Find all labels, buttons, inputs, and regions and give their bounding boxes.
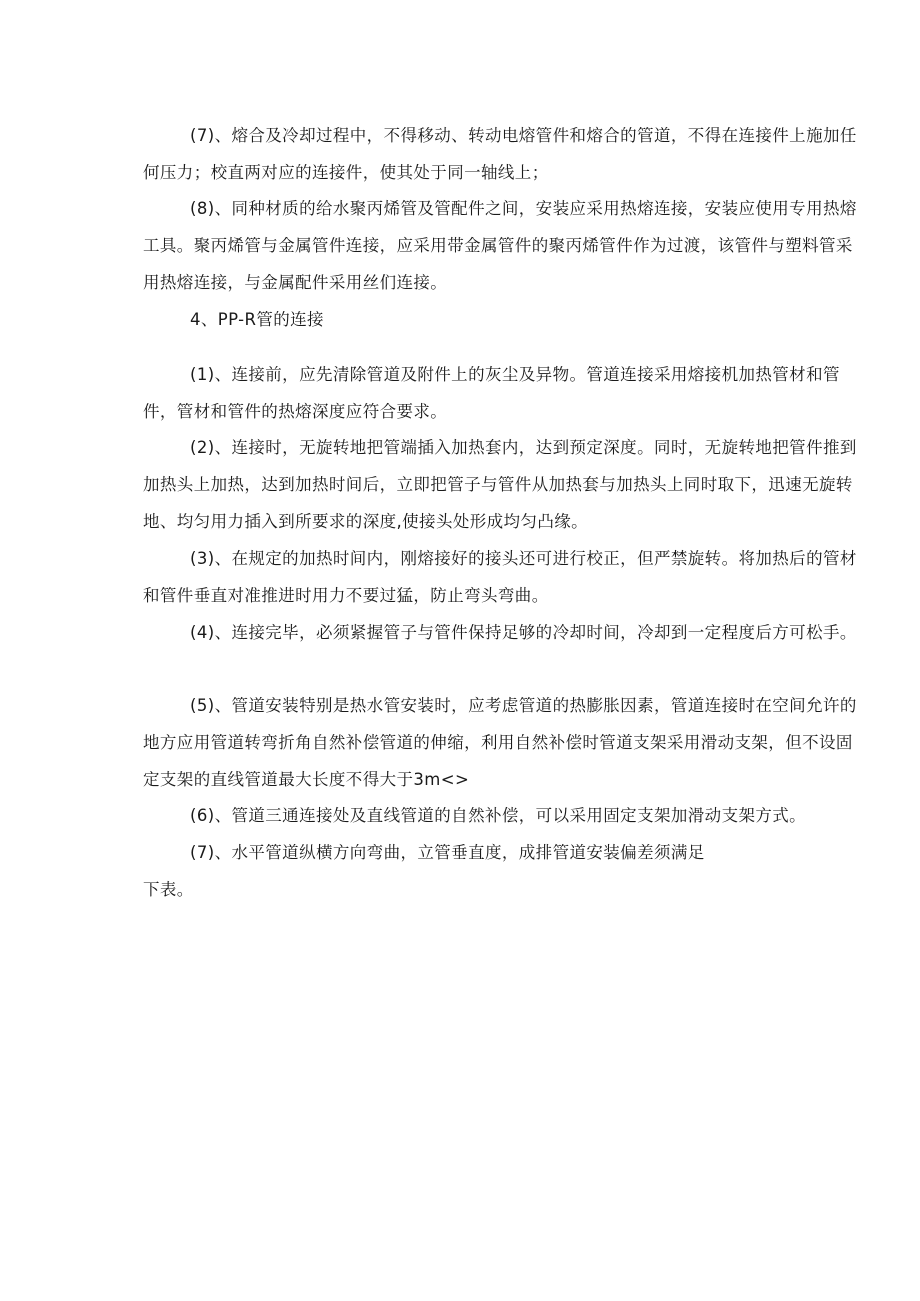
section-heading-ppr-connection: 4、PP-R管的连接 [190,310,324,329]
paragraph-3-correction: (3)、在规定的加热时间内，刚熔接好的接头还可进行校正，但严禁旋转。将加热后的管材和管件垂直对准推进时用力不要过猛，防止弯头弯曲。 [143,549,857,605]
paragraph-8-hot-melt-connection: (8)、同种材质的给水聚丙烯管及管配件之间，安装应采用热熔连接，安装应使用专用热熔工具。聚丙烯管与金属管件连接，应采用带金属管件的聚丙烯管件作为过渡，该管件与塑料管采用热熔连接，与金属配件采用丝们连接。 [143,199,857,292]
paragraph-7-fusion-cooling: (7)、熔合及冷却过程中，不得移动、转动电熔管件和熔合的管道，不得在连接件上施加任何压力；校直两对应的连接件，使其处于同一轴线上； [143,126,857,182]
paragraph-7-tolerance: (7)、水平管道纵横方向弯曲，立管垂直度，成排管道安装偏差须满足 [190,843,705,862]
paragraph-2-during-connection: (2)、连接时，无旋转地把管端插入加热套内，达到预定深度。同时，无旋转地把管件推到加热头上加热，达到加热时间后，立即把管子与管件从加热套与加热头上同时取下，迅速无旋转地、均匀用力插入到所要求的深度,使接头处形成均匀凸缘。 [143,438,857,531]
paragraph-5-thermal-expansion: (5)、管道安装特别是热水管安装时，应考虑管道的热膨胀因素，管道连接时在空间允许的地方应用管道转弯折角自然补偿管道的伸缩，利用自然补偿时管道支架采用滑动支架，但不设固定支架的直线管道最大长度不得大于3m<> [143,696,857,789]
paragraph-6-tee-compensation: (6)、管道三通连接处及直线管道的自然补偿，可以采用固定支架加滑动支架方式。 [190,806,807,825]
paragraph-7-continuation: 下表。 [143,880,194,899]
paragraph-1-before-connection: (1)、连接前，应先清除管道及附件上的灰尘及异物。管道连接采用熔接机加热管材和管件，管材和管件的热熔深度应符合要求。 [143,365,840,421]
paragraph-4-cooling: (4)、连接完毕，必须紧握管子与管件保持足够的冷却时间，冷却到一定程度后方可松手。 [190,623,857,642]
